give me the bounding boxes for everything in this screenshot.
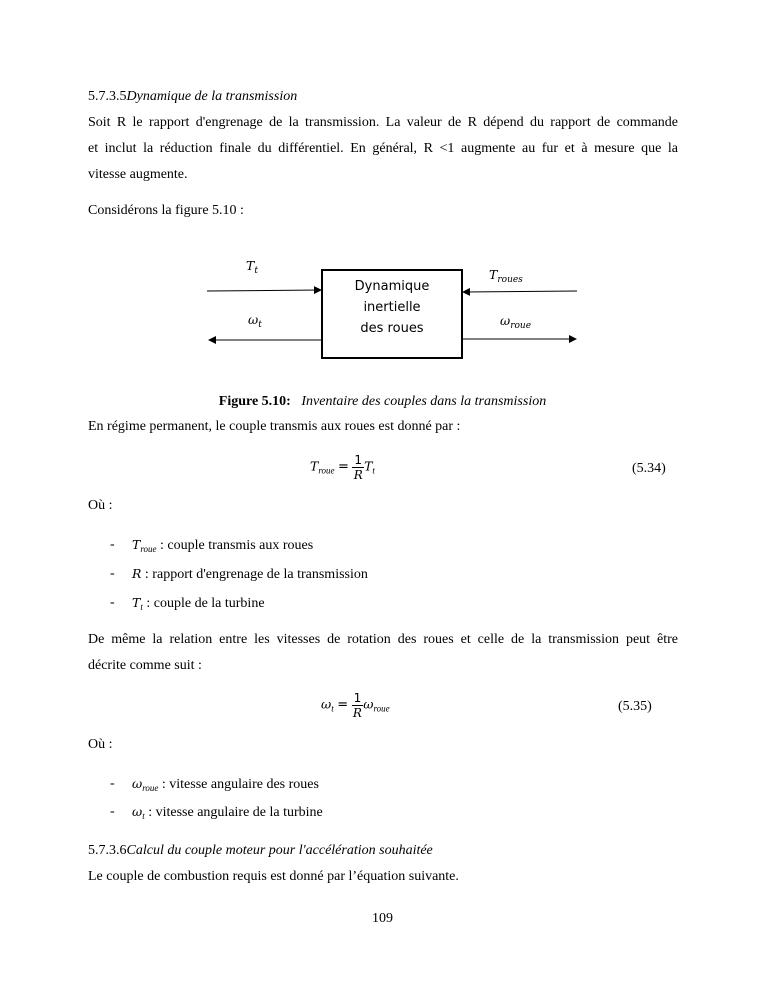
- bullet: -: [110, 804, 115, 819]
- arrow-Tt-in: [207, 290, 321, 291]
- bullet: -: [110, 537, 115, 552]
- list-item: $T_t$ : couple de la turbine: [132, 595, 265, 612]
- list-item: $\omega_t$ : vitesse angulaire de la turbine: [132, 804, 323, 821]
- label-Tt: $T_t$: [246, 258, 258, 276]
- para1-line2: et inclut la réduction finale du différentiel. En général, R <1 augmente au fur et à mesure que la: [88, 141, 678, 156]
- page-number: 109: [372, 911, 393, 926]
- section-heading-5736: [88, 843, 678, 859]
- para3: En régime permanent, le couple transmis aux roues est donné par :: [88, 419, 461, 434]
- section-number: 5.7.3.5: [88, 89, 127, 104]
- list-item: R : rapport d'engrenage de la transmission: [132, 566, 368, 582]
- list-item: $T_{roue}$ : couple transmis aux roues: [132, 537, 314, 554]
- bullet: -: [110, 776, 115, 791]
- label-Troues: $T_{roues}$: [489, 267, 523, 285]
- section-number: 5.7.3.6: [88, 843, 127, 858]
- para1-line3: vitesse augmente.: [88, 167, 188, 182]
- section-title: Dynamique de la transmission: [126, 89, 298, 104]
- para5: Le couple de combustion requis est donné par l’équation suivante.: [88, 869, 459, 884]
- para4-line1: De même la relation entre les vitesses de rotation des roues et celle de la transmission peut être: [88, 632, 678, 647]
- label-wt: $\omega_t$: [248, 312, 262, 330]
- para2: Considérons la figure 5.10 :: [88, 203, 244, 218]
- bullet: -: [110, 595, 115, 610]
- box-line3: des roues: [360, 321, 424, 336]
- figure-label: Figure 5.10:: [218, 394, 291, 409]
- figure-caption-text: Inventaire des couples dans la transmission: [301, 394, 547, 409]
- equation-number-5-34: (5.34): [632, 461, 666, 476]
- box-line1: Dynamique: [354, 279, 430, 294]
- para1-line1: Soit R le rapport d'engrenage de la transmission. La valeur de R dépend du rapport de commande: [88, 115, 678, 130]
- fraction: $\frac{1}{R}$: [353, 453, 363, 482]
- equation-5-35: $\omega_t$ = $\frac{1}{R}$ $\omega_{roue}$: [321, 691, 390, 720]
- ou-1: Où :: [88, 498, 113, 513]
- box-line2: inertielle: [363, 300, 421, 315]
- equation-5-34: $T_{roue}$ = $\frac{1}{R}$ $T_t$: [310, 453, 375, 482]
- section-title: Calcul du couple moteur pour l'accélération souhaitée: [126, 843, 433, 858]
- label-wroue: $\omega_{roue}$: [500, 313, 532, 331]
- arrow-Troues-in: [463, 291, 577, 292]
- figure-caption: [0, 394, 765, 410]
- fraction: $\frac{1}{R}$: [352, 691, 362, 720]
- ou-2: Où :: [88, 737, 113, 752]
- inertial-dynamics-box: [321, 269, 463, 359]
- equation-number-5-35: (5.35): [618, 699, 652, 714]
- para4-line2: décrite comme suit :: [88, 658, 202, 673]
- list-item: $\omega_{roue}$ : vitesse angulaire des roues: [132, 776, 319, 793]
- bullet: -: [110, 566, 115, 581]
